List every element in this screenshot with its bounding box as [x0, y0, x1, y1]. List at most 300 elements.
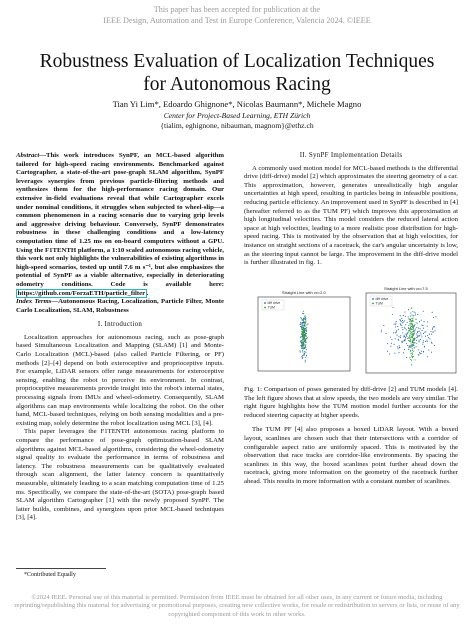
particle-tum	[305, 357, 306, 358]
particle-diff-drive	[418, 341, 419, 342]
particle-diff-drive	[420, 339, 421, 340]
particle-diff-drive	[383, 325, 384, 326]
particle-diff-drive	[423, 333, 424, 334]
particle-tum	[301, 331, 302, 332]
particle-tum	[301, 346, 302, 347]
particle-tum	[303, 334, 304, 335]
particle-diff-drive	[403, 352, 404, 353]
right-column-top	[244, 152, 458, 268]
particle-diff-drive	[414, 342, 415, 343]
particle-diff-drive	[401, 321, 402, 322]
particle-tum	[302, 329, 303, 330]
particle-diff-drive	[398, 336, 399, 337]
abstract-text: —This work introduces SynPF, an MCL-based algorithm tailored for high-speed racing environments. Benchmarked against Cartographer, a state-of-the-art pose-graph SLAM algorithm, SynPF leverages synergies from previous particle-filtering methods and synthesizes them for the high-performance racing domain. Our extensive in-field evaluations reveal that while Cartographer excels under nominal conditions, it struggles when subjected to wheel-slip—a common phenomenon in a racing scenario due to varying grip levels and aggressive driving behaviour. Conversely, SynPF demonstrates robustness in these challenging conditions and a low-latency computation time of 1.25 ms on on-board computers without a GPU. Using the F1TENTH platform, a 1:10 scaled autonomous racing vehicle, this work not only highlights the vulnerabilities of existing algorithms in high-speed scenarios, tested up until 7.6 m s⁻¹, but also emphasizes the potential of SynPF as a viable alternative, especially in deteriorating odometry conditions. Code is available here:	[16, 152, 224, 288]
particle-diff-drive	[406, 336, 407, 337]
particle-diff-drive	[419, 352, 420, 353]
particle-tum	[413, 321, 414, 322]
particle-tum	[413, 331, 414, 332]
particle-diff-drive	[303, 313, 304, 314]
particle-diff-drive	[432, 327, 433, 328]
particle-diff-drive	[395, 323, 396, 324]
particle-tum	[413, 327, 414, 328]
author-emails: {tialim, eghignone, nibauman, magnom}@ethz.ch	[160, 121, 314, 130]
particle-tum	[304, 330, 305, 331]
particle-diff-drive	[400, 337, 401, 338]
particle-diff-drive	[414, 324, 415, 325]
particle-diff-drive	[410, 327, 411, 328]
particle-diff-drive	[401, 341, 402, 342]
particle-diff-drive	[404, 311, 405, 312]
particle-diff-drive	[425, 341, 426, 342]
particle-tum	[412, 353, 413, 354]
particle-tum	[410, 325, 411, 326]
particle-diff-drive	[306, 324, 307, 325]
particle-diff-drive	[406, 335, 407, 336]
particle-tum	[410, 341, 411, 342]
particle-diff-drive	[422, 344, 423, 345]
particle-diff-drive	[420, 332, 421, 333]
particle-diff-drive	[401, 318, 402, 319]
particle-diff-drive	[417, 335, 418, 336]
particle-tum	[305, 336, 306, 337]
left-plot-points	[299, 311, 308, 363]
particle-tum	[412, 326, 413, 327]
particle-diff-drive	[427, 321, 428, 322]
particle-diff-drive	[416, 327, 417, 328]
particle-diff-drive	[418, 354, 419, 355]
particle-diff-drive	[435, 330, 436, 331]
particle-tum	[301, 327, 302, 328]
particle-tum	[412, 329, 413, 330]
particle-diff-drive	[387, 343, 388, 344]
particle-tum	[305, 333, 306, 334]
particle-tum	[305, 323, 306, 324]
particle-tum	[304, 348, 305, 349]
particle-diff-drive	[403, 336, 404, 337]
particle-diff-drive	[396, 332, 397, 333]
particle-diff-drive	[397, 326, 398, 327]
particle-tum	[409, 346, 410, 347]
particle-diff-drive	[303, 311, 304, 312]
particle-diff-drive	[392, 314, 393, 315]
particle-tum	[302, 338, 303, 339]
particle-tum	[412, 320, 413, 321]
particle-diff-drive	[307, 323, 308, 324]
particle-diff-drive	[399, 319, 400, 320]
particle-tum	[414, 338, 415, 339]
particle-diff-drive	[302, 313, 303, 314]
particle-diff-drive	[432, 329, 433, 330]
abstract: Abstract—This work introduces SynPF, an MCL-based algorithm tailored for high-speed racing environments. Benchmarked against Cartographer, a state-of-the-art pose-graph SLAM algorithm, SynPF leverages synergies from previous particle-filtering methods and synthesizes them for the high-performance racing domain. Our extensive in-field evaluations reveal that while Cartographer excels under nominal conditions, it struggles when subjected to wheel-slip—a common phenomenon in a racing scenario due to varying grip levels and aggressive driving behaviour. Conversely, SynPF demonstrates robustness in these challenging conditions and a low-latency computation time of 1.25 ms on on-board computers without a GPU. Using the F1TENTH platform, a 1:10 scaled autonomous racing vehicle, this work not only highlights the vulnerabilities of existing algorithms in high-speed scenarios, tested up until 7.6 m s⁻¹, but also emphasizes the potential of SynPF as a viable alternative, especially in deteriorating odometry conditions. Code is available here: https://github.com/ForzaETH/particle_filter .	[16, 152, 224, 297]
index-terms-text: —Autonomous Racing, Localization, Particle Filter, Monte Carlo Localization, SLAM, Robustness	[16, 298, 224, 314]
particle-tum	[301, 318, 302, 319]
abstract-label: Abstract	[16, 152, 40, 159]
particle-tum	[304, 341, 305, 342]
particle-diff-drive	[410, 345, 411, 346]
particle-tum	[411, 315, 412, 316]
particle-diff-drive	[416, 333, 417, 334]
particle-diff-drive	[430, 331, 431, 332]
particle-diff-drive	[429, 334, 430, 335]
particle-diff-drive	[396, 321, 397, 322]
particle-diff-drive	[400, 323, 401, 324]
particle-tum	[303, 345, 304, 346]
particle-tum	[408, 340, 409, 341]
particle-tum	[416, 343, 417, 344]
footnote: *Contributed Equally	[24, 572, 76, 578]
particle-tum	[412, 337, 413, 338]
copyright-footer: ©2024 IEEE. Personal use of this material is permitted. Permission from IEEE must be obtained for all other uses, in any current or future media, including reprinting/republishing this material for advertising or promotional purposes, creating new collective works, for resale or redistribution to servers or lists, or reuse of any copyrighted component of this work in other works.	[14, 594, 460, 618]
particle-diff-drive	[402, 320, 403, 321]
particle-diff-drive	[397, 346, 398, 347]
particle-tum	[411, 307, 412, 308]
particle-diff-drive	[305, 317, 306, 318]
particle-diff-drive	[398, 329, 399, 330]
particle-diff-drive	[303, 346, 304, 347]
particle-diff-drive	[415, 312, 416, 313]
particle-tum	[304, 324, 305, 325]
particle-diff-drive	[408, 349, 409, 350]
acceptance-line-2: IEEE Design, Automation and Test in Europe Conference, Valencia 2024. ©IEEE	[103, 16, 371, 25]
particle-diff-drive	[406, 329, 407, 330]
particle-diff-drive	[412, 350, 413, 351]
particle-tum	[409, 336, 410, 337]
particle-diff-drive	[391, 343, 392, 344]
particle-diff-drive	[421, 353, 422, 354]
particle-diff-drive	[414, 332, 415, 333]
particle-tum	[412, 345, 413, 346]
particle-diff-drive	[402, 327, 403, 328]
particle-tum	[408, 331, 409, 332]
right-plot-title: Straight Line with vx=7.5	[384, 286, 428, 291]
particle-diff-drive	[431, 342, 432, 343]
particle-diff-drive	[404, 327, 405, 328]
particle-diff-drive	[407, 322, 408, 323]
code-link[interactable]: https://github.com/ForzaETH/particle_filter	[17, 289, 146, 297]
particle-tum	[412, 336, 413, 337]
particle-tum	[412, 354, 413, 355]
particle-diff-drive	[390, 337, 391, 338]
particle-diff-drive	[421, 325, 422, 326]
title-line-2: for Autonomous Racing	[143, 74, 331, 95]
particle-diff-drive	[305, 342, 306, 343]
particle-tum	[303, 318, 304, 319]
particle-diff-drive	[300, 322, 301, 323]
particle-diff-drive	[396, 330, 397, 331]
particle-tum	[413, 356, 414, 357]
section-heading-implementation: II. SynPF Implementation Details	[299, 152, 403, 159]
particle-diff-drive	[417, 332, 418, 333]
particle-tum	[411, 331, 412, 332]
particle-diff-drive	[306, 331, 307, 332]
particle-diff-drive	[399, 347, 400, 348]
particle-tum	[408, 325, 409, 326]
particle-tum	[411, 321, 412, 322]
particle-tum	[409, 328, 410, 329]
particle-tum	[413, 342, 414, 343]
particle-tum	[409, 357, 410, 358]
particle-tum	[410, 353, 411, 354]
index-terms-label: Index Terms	[16, 298, 52, 306]
particle-diff-drive	[305, 347, 306, 348]
particle-tum	[409, 323, 410, 324]
particle-diff-drive	[404, 340, 405, 341]
particle-diff-drive	[423, 340, 424, 341]
particle-diff-drive	[415, 314, 416, 315]
particle-tum	[305, 330, 306, 331]
particle-diff-drive	[305, 361, 306, 362]
particle-diff-drive	[421, 351, 422, 352]
left-plot-title: Straight Line with vx=2.0	[282, 290, 326, 295]
particle-diff-drive	[303, 348, 304, 349]
particle-diff-drive	[409, 321, 410, 322]
particle-diff-drive	[397, 348, 398, 349]
particle-diff-drive	[398, 352, 399, 353]
particle-tum	[303, 328, 304, 329]
particle-diff-drive	[417, 336, 418, 337]
particle-diff-drive	[434, 326, 435, 327]
particle-tum	[301, 343, 302, 344]
particle-tum	[304, 344, 305, 345]
particle-diff-drive	[389, 353, 390, 354]
particle-tum	[303, 330, 304, 331]
index-terms	[16, 298, 224, 315]
particle-diff-drive	[381, 330, 382, 331]
particle-diff-drive	[422, 325, 423, 326]
particle-tum	[410, 334, 411, 335]
particle-tum	[305, 328, 306, 329]
figure-1-caption: Fig. 1: Comparison of poses generated by diff-drive [2] and TUM models [4]. The left figure shows that at slow speeds, the two models are very similar. The right figure highlights how the TUM motion model further accounts for the reduced steering capacity at higher speeds.	[244, 386, 458, 419]
particle-tum	[410, 340, 411, 341]
left-legend-tum: TUM	[267, 305, 275, 310]
particle-tum	[304, 332, 305, 333]
particle-tum	[304, 331, 305, 332]
particle-tum	[304, 345, 305, 346]
particle-diff-drive	[394, 353, 395, 354]
particle-diff-drive	[410, 312, 411, 313]
particle-tum	[411, 323, 412, 324]
particle-tum	[412, 356, 413, 357]
left-column	[16, 152, 224, 523]
particle-diff-drive	[404, 349, 405, 350]
particle-tum	[411, 334, 412, 335]
particle-tum	[411, 343, 412, 344]
particle-tum	[411, 360, 412, 361]
particle-tum	[304, 338, 305, 339]
particle-tum	[410, 359, 411, 360]
particle-tum	[412, 311, 413, 312]
particle-diff-drive	[301, 326, 302, 327]
particle-diff-drive	[394, 344, 395, 345]
particle-tum	[302, 319, 303, 320]
particle-diff-drive	[302, 350, 303, 351]
particle-tum	[411, 332, 412, 333]
particle-diff-drive	[307, 337, 308, 338]
particle-diff-drive	[402, 322, 403, 323]
particle-tum	[410, 328, 411, 329]
particle-diff-drive	[395, 332, 396, 333]
particle-diff-drive	[411, 364, 412, 365]
section-heading-introduction: I. Introduction	[97, 321, 143, 329]
intro-paragraph-1: Localization approaches for autonomous racing, such as pose-graph based Simultaneous Localization and Mapping (SLAM) [1] and Monte-Carlo Localization (MCL)-based (also called Particle Filtering, or PF) methods [2]–[4] depend on both exteroceptive and proprioceptive inputs. For example, LiDAR sensors offer range measurements for exteroceptive sensing, enabling the robot to perceive its environment. In contrast, proprioceptive measurements provide insight into the robot's internal states, processing signals from IMUs and wheel-odometry. Consequently, SLAM algorithms can map environments while localizing the robot. On the other hand, MCL-based techniques, relying on both sensing modalities and a pre-existing map, solely determine the robot localization using MCL [3], [4].	[16, 333, 224, 427]
particle-tum	[416, 322, 417, 323]
particle-diff-drive	[428, 337, 429, 338]
particle-diff-drive	[402, 342, 403, 343]
particle-diff-drive	[400, 315, 401, 316]
particle-diff-drive	[421, 320, 422, 321]
particle-diff-drive	[410, 333, 411, 334]
particle-diff-drive	[418, 349, 419, 350]
particle-diff-drive	[427, 335, 428, 336]
particle-tum	[413, 335, 414, 336]
particle-diff-drive	[427, 341, 428, 342]
particle-tum	[304, 337, 305, 338]
particle-diff-drive	[406, 343, 407, 344]
particle-diff-drive	[417, 323, 418, 324]
particle-tum	[413, 351, 414, 352]
left-legend-marker-diff	[264, 302, 266, 304]
particle-tum	[302, 324, 303, 325]
particle-diff-drive	[301, 356, 302, 357]
implementation-paragraph-2: The TUM PF [4] also proposes a boxed LiDAR layout. With a boxed layout, scanlines are chosen such that their intersections with a corridor of configurable aspect ratio are uniformly spaced. This is motivated by the observation that race tracks are corridor-like environments. By spacing the scanlines in this way, the boxed scanlines point further ahead down the racetrack, giving more information on the geometry of the racetrack further ahead. This results in more information with a constant number of scanlines.	[244, 426, 458, 485]
particle-tum	[410, 347, 411, 348]
particle-diff-drive	[302, 358, 303, 359]
particle-tum	[413, 345, 414, 346]
particle-diff-drive	[419, 340, 420, 341]
particle-tum	[414, 347, 415, 348]
particle-diff-drive	[300, 326, 301, 327]
particle-tum	[305, 316, 306, 317]
particle-tum	[413, 329, 414, 330]
particle-diff-drive	[306, 349, 307, 350]
particle-diff-drive	[395, 326, 396, 327]
particle-diff-drive	[418, 328, 419, 329]
particle-diff-drive	[407, 333, 408, 334]
particle-diff-drive	[392, 307, 393, 308]
particle-diff-drive	[425, 331, 426, 332]
particle-diff-drive	[399, 345, 400, 346]
particle-diff-drive	[299, 350, 300, 351]
right-legend-marker-diff	[372, 298, 374, 300]
particle-diff-drive	[433, 317, 434, 318]
implementation-paragraph-1: A commonly used motion model for MCL-based methods is the differential drive (diff-drive) model [2] which approximates the steering geometry of a car. This approximation, however, generates unrealistically high angular uncertainties at high speed, resulting in particles being in infeasible positions, reducing particle efficiency. An improvement used in SynPF is described in [4] (hereafter referred to as the TUM PF) which improves this approximation at high longitudinal velocities. This model considers the reduced lateral action space at high velocities, leading to a more realistic pose distribution for high-speed racing. This is motivated by the observation that at high velocities, for instance on straight sections of a racetrack, the car's angular uncertainty is low, as the steering input cannot be large. The improvement in the diff-drive model is further illustrated in fig. 1.	[244, 164, 458, 267]
particle-diff-drive	[415, 328, 416, 329]
particle-diff-drive	[401, 325, 402, 326]
particle-diff-drive	[400, 335, 401, 336]
particle-tum	[416, 319, 417, 320]
right-legend-tum: TUM	[375, 301, 383, 306]
footnote-rule	[16, 568, 106, 569]
particle-tum	[413, 339, 414, 340]
particle-diff-drive	[419, 335, 420, 336]
particle-tum	[302, 352, 303, 353]
particle-diff-drive	[408, 327, 409, 328]
particle-diff-drive	[304, 351, 305, 352]
particle-diff-drive	[408, 318, 409, 319]
particle-tum	[414, 325, 415, 326]
particle-tum	[302, 341, 303, 342]
particle-diff-drive	[304, 329, 305, 330]
particle-diff-drive	[419, 321, 420, 322]
particle-diff-drive	[431, 352, 432, 353]
particle-diff-drive	[404, 320, 405, 321]
particle-tum	[305, 320, 306, 321]
right-plot-points	[381, 307, 437, 365]
particle-tum	[413, 330, 414, 331]
paper-title	[20, 50, 454, 96]
particle-tum	[409, 338, 410, 339]
author-list: Tian Yi Lim*, Edoardo Ghignone*, Nicolas Baumann*, Michele Magno	[112, 99, 362, 109]
particle-diff-drive	[402, 329, 403, 330]
particle-diff-drive	[417, 314, 418, 315]
particle-diff-drive	[405, 339, 406, 340]
particle-diff-drive	[408, 309, 409, 310]
particle-diff-drive	[405, 337, 406, 338]
particle-tum	[409, 341, 410, 342]
left-plot	[258, 290, 350, 371]
particle-diff-drive	[305, 318, 306, 319]
particle-diff-drive	[416, 340, 417, 341]
particle-diff-drive	[300, 337, 301, 338]
particle-tum	[305, 344, 306, 345]
particle-tum	[301, 334, 302, 335]
particle-diff-drive	[428, 350, 429, 351]
particle-tum	[303, 354, 304, 355]
particle-tum	[408, 316, 409, 317]
particle-tum	[413, 333, 414, 334]
particle-tum	[303, 339, 304, 340]
right-plot	[366, 286, 456, 373]
particle-diff-drive	[405, 316, 406, 317]
particle-diff-drive	[404, 339, 405, 340]
right-legend-diff: diff drive	[375, 297, 389, 302]
particle-diff-drive	[305, 352, 306, 353]
particle-diff-drive	[407, 345, 408, 346]
particle-diff-drive	[426, 340, 427, 341]
acceptance-line-1: This paper has been accepted for publication at the	[153, 5, 321, 14]
particle-diff-drive	[403, 315, 404, 316]
particle-diff-drive	[306, 355, 307, 356]
particle-diff-drive	[423, 351, 424, 352]
particle-tum	[412, 342, 413, 343]
particle-diff-drive	[300, 352, 301, 353]
right-column-bottom	[244, 386, 458, 487]
particle-diff-drive	[431, 334, 432, 335]
particle-diff-drive	[421, 336, 422, 337]
particle-tum	[410, 350, 411, 351]
particle-diff-drive	[300, 341, 301, 342]
particle-diff-drive	[414, 330, 415, 331]
particle-diff-drive	[434, 345, 435, 346]
particle-diff-drive	[302, 355, 303, 356]
particle-diff-drive	[425, 336, 426, 337]
particle-tum	[410, 331, 411, 332]
particle-diff-drive	[422, 330, 423, 331]
particle-tum	[301, 348, 302, 349]
particle-diff-drive	[301, 328, 302, 329]
particle-tum	[304, 321, 305, 322]
particle-diff-drive	[391, 339, 392, 340]
particle-tum	[407, 332, 408, 333]
particle-tum	[306, 336, 307, 337]
particle-diff-drive	[406, 357, 407, 358]
particle-diff-drive	[431, 343, 432, 344]
particle-diff-drive	[303, 320, 304, 321]
particle-diff-drive	[405, 324, 406, 325]
particle-tum	[411, 324, 412, 325]
particle-diff-drive	[423, 342, 424, 343]
particle-diff-drive	[410, 316, 411, 317]
